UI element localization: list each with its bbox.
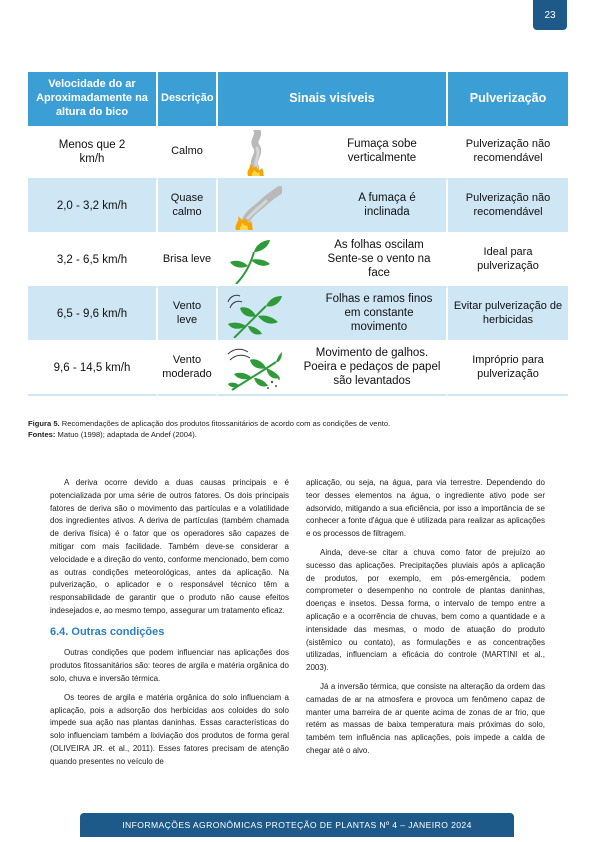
cell-velocidade: 6,5 - 9,6 km/h <box>28 288 158 342</box>
cell-sinais <box>218 234 448 288</box>
cell-sinais <box>218 126 448 180</box>
page-number: 23 <box>533 0 567 30</box>
cell-descricao: Vento moderado <box>158 342 218 396</box>
cell-sinais <box>218 342 448 396</box>
sinais-text: A fumaça é inclinada <box>358 192 416 218</box>
cell-sinais <box>218 180 448 234</box>
paragraph: Os teores de argila e matéria orgânica do solo influenciam a aplicação, pois a adsorção dos herbicidas aos coloides do solo impede sua ação nas plantas daninhas. Essas características do solo influenciam também a lixiviação dos produtos de forma geral (OLIVEIRA JR. et al., 2011). Esses fatores precisam de atenção quando presentes no veículo de <box>50 692 289 766</box>
cell-velocidade: Menos que 2 km/h <box>28 126 158 180</box>
header-pulverizacao: Pulverização <box>448 72 568 126</box>
right-column <box>306 477 545 764</box>
figure-caption <box>28 418 568 440</box>
cell-descricao: Brisa leve <box>158 234 218 288</box>
cell-velocidade: 3,2 - 6,5 km/h <box>28 234 158 288</box>
paragraph: Ainda, deve-se citar a chuva como fator de prejuízo ao sucesso das aplicações. Precipitações pluviais após a aplicação de produtos, por exemplo, em pós-emergência, podem comprometer o desempenho no controle de plantas daninhas, doenças e insetos. Dessa forma, o intervalo de tempo entre a aplicação e a ocorrência de chuvas, bem como a quantidade e a intensidade das mesmas, o modo de atuação do produto (sistêmico ou contato), as formulações e as concentrações utilizadas, influenciam a eficácia do controle (MARTINI et al., 2003). <box>306 547 545 673</box>
footer-banner: INFORMAÇÕES AGRONÔMICAS PROTEÇÃO DE PLANTAS Nº 4 – JANEIRO 2024 <box>80 813 514 837</box>
cell-pulverizacao: Evitar pulverização de herbicidas <box>448 288 568 342</box>
figure-label: Figura 5. <box>28 419 60 428</box>
section-heading: 6.4. Outras condições <box>50 625 165 638</box>
figure-text: Recomendações de aplicação dos produtos fitossanitários de acordo com as condições de vento. <box>61 419 391 428</box>
table-row <box>28 234 568 288</box>
sinais-text: As folhas oscilam Sente-se o vento na face <box>327 239 431 279</box>
table-header-row <box>28 72 568 126</box>
cell-velocidade: 2,0 - 3,2 km/h <box>28 180 158 234</box>
cell-pulverizacao: Pulverização não recomendável <box>448 180 568 234</box>
paragraph: Outras condições que podem influenciar nas aplicações dos produtos fitossanitários são: teores de argila e matéria orgânica do solo, chuva e inversão térmica. <box>50 648 289 683</box>
cell-pulverizacao: Pulverização não recomendável <box>448 126 568 180</box>
paragraph: A deriva ocorre devido a duas causas principais e é potencializada por uma série de outros fatores. Os dois principais fatores de deriva são o movimento das partículas e a volatilidade dos ingredientes ativos. A deriva de partículas (também chamada de deriva física) é o fator que os operadores são capazes de mitigar com mais facilidade. Também deve-se considerar a velocidade e a direção do vento, conforme mencionado, bem como as outras condições meteorológicas, antes da aplicação. Na pulverização, o aplicador e o responsável técnico têm a responsabilidade de garantir que o produto não cause efeitos indesejados e, ao mesmo tempo, assegurar um tratamento eficaz. <box>50 478 289 615</box>
leaves-oscillate-icon <box>226 238 282 284</box>
cell-velocidade: 9,6 - 14,5 km/h <box>28 342 158 396</box>
paragraph: Já a inversão térmica, que consiste na alteração da ordem das camadas de ar na atmosfera e provoca um fenômeno capaz de manter uma barreira de ar quente acima de zonas de ar frio, que retém as massas de baixa temperatura mais próximas do solo, também tem influência nas aplicações, pois impede a calda de chegar até o alvo. <box>306 681 545 755</box>
source-label: Fontes: <box>28 430 56 439</box>
cell-descricao: Vento leve <box>158 288 218 342</box>
source-text: Matuo (1998); adaptada de Andef (2004). <box>57 430 197 439</box>
paragraph: aplicação, ou seja, na água, para via terrestre. Dependendo do teor desses elementos na água, o ingrediente ativo pode ser adsorvido, mitigando a sua eficiência, por isso a importância de se conhecer a fonte d'água que é utilizada para realizar as aplicações e os processos de filtragem. <box>306 478 545 539</box>
cell-sinais <box>218 288 448 342</box>
smoke-vertical-icon <box>226 130 282 176</box>
sinais-text: Folhas e ramos finos em constante movimento <box>325 293 433 333</box>
wind-recommendation-table <box>28 72 568 396</box>
cell-pulverizacao: Ideal para pulverização <box>448 234 568 288</box>
table-row <box>28 288 568 342</box>
table-row <box>28 126 568 180</box>
table-row <box>28 342 568 396</box>
left-column <box>50 477 289 775</box>
cell-descricao: Quase calmo <box>158 180 218 234</box>
header-sinais: Sinais visíveis <box>218 72 448 126</box>
header-descricao: Descrição <box>158 72 218 126</box>
branches-moving-icon <box>226 292 282 338</box>
header-velocidade: Velocidade do ar Aproximadamente na altura do bico <box>28 72 158 126</box>
cell-descricao: Calmo <box>158 126 218 180</box>
branches-dust-icon <box>226 346 282 392</box>
sinais-text: Movimento de galhos. Poeira e pedaços de papel são levantados <box>303 347 441 387</box>
sinais-text: Fumaça sobe verticalmente <box>347 138 417 164</box>
table-row <box>28 180 568 234</box>
smoke-inclined-icon <box>226 184 282 230</box>
cell-pulverizacao: Impróprio para pulverização <box>448 342 568 396</box>
